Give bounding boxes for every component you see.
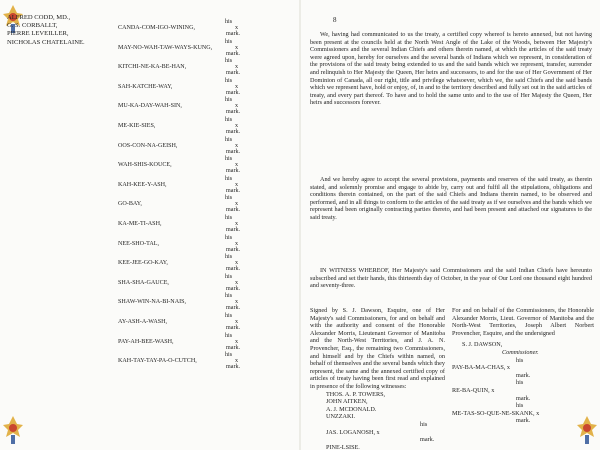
chief-name: KAH-KEE-Y-ASH, [118, 181, 167, 188]
mark-his: his [225, 97, 233, 104]
mark-his: his [225, 58, 233, 65]
mark-label: mark. [226, 324, 241, 331]
chief-mark-entry [0, 313, 300, 333]
chief-mark-entry [0, 156, 300, 176]
chief-name: PAY-AH-BEE-WASH, [118, 338, 174, 345]
mark-his: his [225, 254, 233, 261]
witness-name: PIERRE LEVEILLER, [7, 30, 69, 38]
mark-x: x [235, 162, 239, 169]
chief-name: ME-TAS-SO-QUE-NE-SKANK, x [452, 409, 540, 417]
mark-his: his [225, 214, 233, 221]
mark-x: x [235, 25, 239, 31]
mark-his: his [225, 195, 233, 202]
mark-his: his [420, 420, 428, 428]
mark-x: x [235, 318, 239, 325]
mark-label: mark. [516, 371, 531, 379]
chief-name: MAY-NO-WAH-TAW-WAYS-KUNG, [118, 44, 213, 51]
chief-name: MU-KA-DAY-WAH-SIN, [118, 103, 182, 110]
mark-x: x [235, 83, 239, 90]
chief-mark-entry [0, 176, 300, 196]
mark-his: his [516, 356, 524, 364]
chief-mark-entry [0, 293, 300, 313]
chief-name: KAH-TAY-TAY-PA-O-CUTCH, [118, 358, 197, 365]
mark-his: his [225, 156, 233, 163]
mark-his: his [516, 379, 524, 387]
chief-mark-entry [0, 274, 300, 294]
chief-name: GO-BAY, [118, 201, 142, 208]
mark-label: mark. [226, 266, 241, 273]
chief-mark-entry [0, 58, 300, 78]
mark-label: mark. [226, 168, 241, 175]
mark-label: mark. [226, 226, 241, 233]
chief-mark-entry [0, 39, 300, 59]
witness-name: ALFRED CODD, MD., [7, 14, 71, 21]
chief-name: WAH-SHIS-KOUCE, [118, 162, 172, 169]
witness-name: UNZZAKI. [326, 413, 356, 421]
mark-his: his [225, 234, 233, 241]
chief-mark-entry [0, 78, 300, 98]
mark-his: his [225, 136, 233, 143]
witness-whereof-paragraph: IN WITNESS WHEREOF, Her Majesty's said Commissioners and the said Indian Chiefs have hereunto subscribed and set their hands, this thirteenth day of October, in the year of Our Lord one thousand eight hundred and seventy-three. [310, 267, 592, 290]
mark-label: mark. [226, 187, 241, 194]
chief-mark-entry [0, 19, 300, 39]
mark-label: mark. [226, 31, 241, 37]
mark-label: mark. [226, 50, 241, 57]
witness-name: A. J. MCDONALD. [326, 405, 377, 413]
mark-label: mark. [226, 285, 241, 292]
mark-his: his [516, 402, 524, 410]
mark-his: his [225, 116, 233, 123]
chief-name: OOS-CON-NA-GEISH, [118, 142, 178, 149]
mark-label: mark. [226, 246, 241, 253]
treaty-paragraph: And we hereby agree to accept the several provisions, payments and reserves of the said treaty, as therein stated, and solemnly promise and engage to abide by, carry out and fulfil all the stipulations, obligations and conditions therein contained, on the part of the said Chiefs and Indians therein named, to be observed and performed, and in all things to conform to the articles of the said treaty as if we ourselves and the bands which we represent had been originally contracting parties thereto, and had been present and attached our signatures to the said treaty. [310, 176, 592, 221]
mark-x: x [235, 338, 239, 345]
chief-name: PAY-BA-MA-CHAS, x [452, 364, 510, 372]
mark-x: x [235, 122, 239, 129]
signed-block [310, 307, 445, 451]
chief-name: SHA-SHA-GAUCE, [118, 279, 169, 286]
mark-label: mark. [420, 436, 435, 444]
mark-label: mark. [226, 128, 241, 135]
witness-name: NICHOLAS CHATELAINE. [7, 38, 85, 46]
chief-name: AY-ASH-A-WASH, [118, 318, 168, 325]
mark-x: x [235, 201, 239, 208]
mark-x: x [235, 220, 239, 227]
mark-label: mark. [226, 305, 241, 312]
commissioner-title: Commissioner. [502, 348, 539, 356]
mark-x: x [235, 279, 239, 286]
mark-his: his [225, 175, 233, 182]
chief-name: SAH-KATCHE-WAY, [118, 83, 173, 90]
chief-name: JAS. LOGANOSH, x [326, 428, 380, 436]
mark-his: his [225, 293, 233, 300]
chief-name: SHAW-WIN-NA-BI-NAIS, [118, 299, 187, 306]
chief-mark-entry [0, 117, 300, 137]
chief-mark-list [0, 19, 300, 372]
commissioner-marks [452, 357, 594, 425]
chief-name: CANDA-COM-IGO-WINING, [118, 25, 196, 31]
mark-his: his [225, 77, 233, 84]
mark-his: his [225, 332, 233, 339]
mark-label: mark. [226, 207, 241, 214]
emblem-icon [2, 415, 24, 445]
mark-his: his [225, 352, 233, 359]
mark-his: his [225, 19, 233, 25]
chief-name: KEE-JEE-GO-KAY, [118, 260, 168, 267]
mark-his: his [225, 273, 233, 280]
treaty-paragraph: We, having had communicated to us the treaty, a certified copy whereof is hereto annexed, but not having been present at the councils held at the North West Angle of the Lake of the Woods, between Her Majesty's Commissioners and the several Indian Chiefs and others therein named, at which the articles of the said treaty were agreed upon, hereby for ourselves and the several bands of Indians which we represent, in consideration of the provisions of the said treaty being extended to us and the said bands which we represent, transfer, surrender and relinquish to Her Majesty the Queen, Her heirs and successors, to and for the use of Her Government of Her Dominion of Canada, all our right, title and privilege whatsoever, which we, the said Chiefs and the said bands which we represent have, hold or enjoy, of, in and to the territory described and fully set out in the said articles of treaty, and every part thereof. To have and to hold the same unto and to the use of Her Majesty the Queen, Her heirs and successors forever. [310, 31, 592, 107]
chief-mark-entry [0, 97, 300, 117]
chief-mark-entry [0, 137, 300, 157]
mark-his: his [225, 38, 233, 45]
chief-mark-entry [0, 333, 300, 353]
chief-mark-entry [0, 352, 300, 372]
chief-name: NEE-SHO-TAL, [118, 240, 159, 247]
mark-label: mark. [226, 70, 241, 77]
mark-label: mark. [226, 364, 241, 371]
signed-text: Signed by S. J. Dawson, Esquire, one of Her Majesty's said Commissioners, for and on behalf and with the authority and consent of the Honorable Alexander Morris, Lieutenant Governor of Manitoba and the North-West Territories, and J. A. N. Provencher, Esq., the remaining two Commissioners, and himself and by the Chiefs within named, on behalf of themselves and the several bands which they represent, the same and the annexed certified copy of articles of treaty having been first read and explained in presence of the following witnesses: [310, 307, 445, 390]
mark-his: his [225, 312, 233, 319]
mark-x: x [235, 142, 239, 149]
mark-label: mark. [226, 109, 241, 116]
mark-x: x [235, 181, 239, 188]
chief-mark-entry [0, 195, 300, 215]
chief-mark-entry [0, 254, 300, 274]
chief-name: RE-BA-QUIN, x [452, 386, 495, 394]
mark-x: x [235, 64, 239, 71]
mark-x: x [235, 260, 239, 267]
chief-name: KITCHI-NE-KA-BE-HAN, [118, 64, 187, 71]
mark-x: x [235, 103, 239, 110]
mark-x: x [235, 44, 239, 51]
witness-name: G. S. CORBALLT, [7, 22, 58, 30]
mark-x: x [235, 358, 239, 365]
commissioner-block [452, 307, 594, 425]
mark-label: mark. [516, 394, 531, 402]
chief-mark-entry [0, 235, 300, 255]
commissioner-text: For and on behalf of the Commissioners, the Honorable Alexander Morris, Lieut. Governor of Manitoba and the North-West Territories, Joseph Albert Norbert Provencher, Esquire, and the undersigned [452, 307, 594, 337]
chief-mark-entry [0, 215, 300, 235]
witness-name: JOHN AITKEN, [326, 398, 368, 406]
mark-label: mark. [226, 148, 241, 155]
witness-name: THOS. A. P. TOWERS, [326, 390, 386, 398]
mark-x: x [235, 240, 239, 247]
page-number: 8 [333, 16, 337, 24]
chief-name: KA-ME-TI-ASH, [118, 220, 162, 227]
chief-name: PINE-LSISE. [326, 443, 360, 451]
commissioner-signature: S. J. DAWSON, [462, 341, 503, 349]
mark-x: x [235, 299, 239, 306]
mark-label: mark. [516, 417, 531, 425]
mark-label: mark. [226, 344, 241, 351]
mark-label: mark. [226, 89, 241, 96]
chief-name: ME-KIE-SIES, [118, 122, 156, 129]
